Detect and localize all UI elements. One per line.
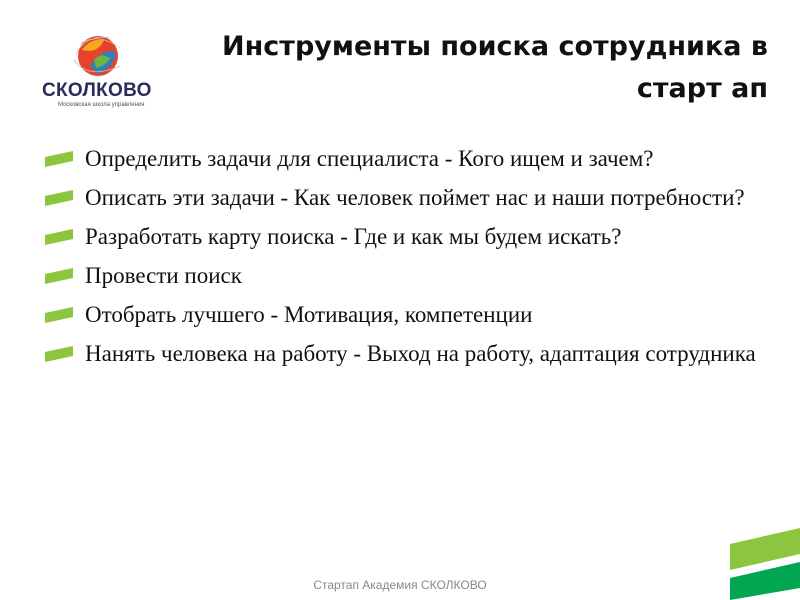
bullet-icon (45, 307, 73, 323)
bullet-icon (45, 229, 73, 245)
bullet-list (45, 143, 765, 377)
list-item (45, 299, 765, 331)
bullet-text: Провести поиск (85, 263, 242, 288)
bullet-icon (45, 268, 73, 284)
bullet-icon (45, 346, 73, 362)
logo-name: СКОЛКОВО (42, 80, 152, 101)
list-item (45, 338, 765, 370)
bullet-icon (45, 151, 73, 167)
bullet-text: Нанять человека на работу - Выход на работу, адаптация сотрудника (85, 341, 756, 366)
bullet-text: Разработать карту поиска - Где и как мы будем искать? (85, 224, 622, 249)
list-item (45, 221, 765, 253)
bullet-icon (45, 190, 73, 206)
bullet-text: Отобрать лучшего - Мотивация, компетенции (85, 302, 533, 327)
list-item (45, 260, 765, 292)
list-item (45, 182, 765, 214)
skolkovo-emblem-icon (68, 30, 128, 85)
logo-subtitle: Московская школа управления (58, 102, 145, 108)
slide-title: Инструменты поиска сотрудника в старт ап (222, 31, 768, 104)
decorative-stripes-icon (730, 520, 800, 600)
list-item (45, 143, 765, 175)
skolkovo-logo (40, 30, 150, 110)
bullet-text: Определить задачи для специалиста - Кого ищем и зачем? (85, 146, 654, 171)
bullet-text: Описать эти задачи - Как человек поймет нас и наши потребности? (85, 185, 745, 210)
footer-text: Стартап Академия СКОЛКОВО (313, 578, 487, 592)
